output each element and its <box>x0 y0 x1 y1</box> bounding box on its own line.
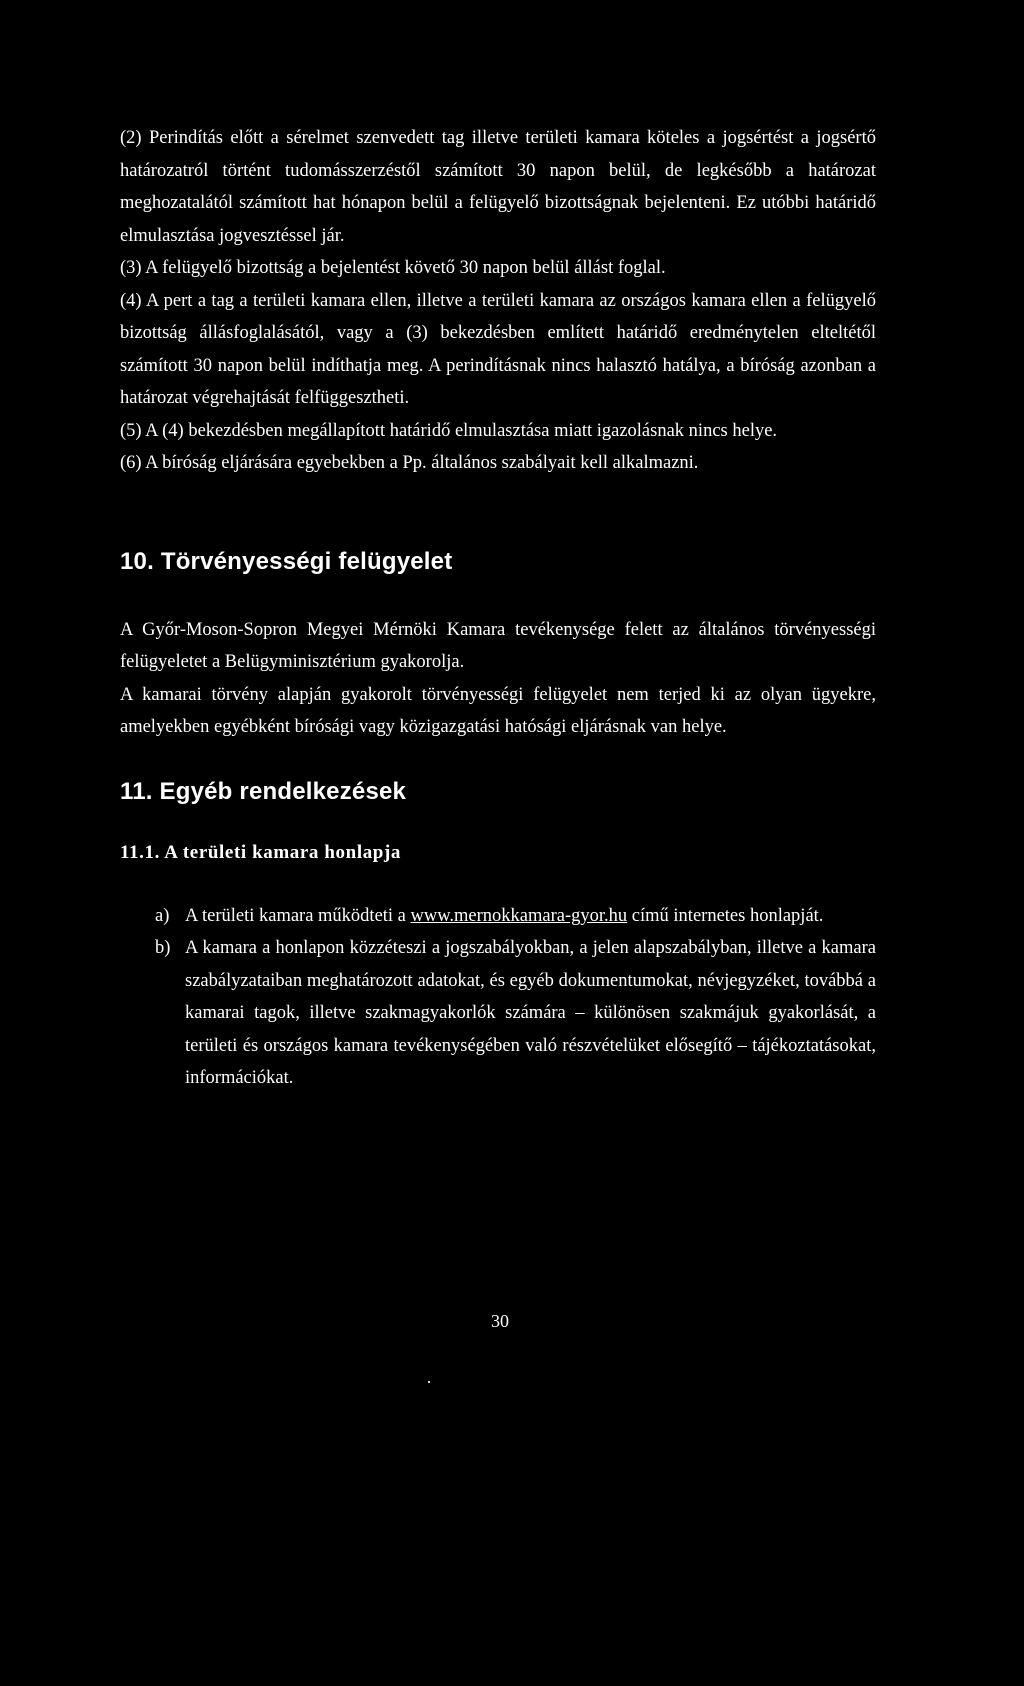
list-item-b <box>155 932 876 1095</box>
page-content <box>120 122 876 1095</box>
list-marker-b: b) <box>155 938 171 958</box>
paragraph-2: (2) Perindítás előtt a sérelmet szenvedett tag illetve területi kamara köteles a jogsértést a jogsértő határozatról történt tudomásszerzéstől számított 30 napon belül, de legkésőbb a határozat meghozatalától számított hat hónapon belül a felügyelő bizottságnak bejelenteni. Ez utóbbi határidő elmulasztása jogvesztéssel jár. <box>120 128 876 246</box>
paragraph-3: (3) A felügyelő bizottság a bejelentést követő 30 napon belül állást foglal. <box>120 258 666 278</box>
scan-speck <box>428 1381 430 1383</box>
section-10-paragraph-2: A kamarai törvény alapján gyakorolt törvényességi felügyelet nem terjed ki az olyan ügyekre, amelyekben egyébként bírósági vagy közigazgatási hatósági eljárásnak van helye. <box>120 684 876 737</box>
list-text-a-after: című internetes honlapját. <box>627 905 824 926</box>
list-text-a <box>185 900 876 933</box>
section-11-heading: 11. Egyéb rendelkezések <box>120 777 407 805</box>
page-number: 30 <box>491 1311 509 1331</box>
section-10-heading: 10. Törvényességi felügyelet <box>120 547 453 575</box>
paragraph-6: (6) A bíróság eljárására egyebekben a Pp. általános szabályait kell alkalmazni. <box>120 453 699 473</box>
list-text-a-before: A területi kamara működteti a <box>185 905 411 926</box>
list-text-b: A kamara a honlapon közzéteszi a jogszabályokban, a jelen alapszabályban, illetve a kamara szabályzataiban meghatározott adatokat, és egyéb dokumentumokat, névjegyzéket, továbbá a kamarai tagok, illetve szakmagyakorlók számára – különösen szakmájuk gyakorlását, a területi és országos kamara tevékenységében való részvételüket elősegítő – tájékoztatásokat, információkat. <box>185 938 876 1088</box>
homepage-list <box>120 900 876 1095</box>
section-10-paragraph-1: A Győr-Moson-Sopron Megyei Mérnöki Kamara tevékenysége felett az általános törvényességi felügyeletet a Belügyminisztérium gyakorolja. <box>120 619 876 672</box>
section-11-1-heading: 11.1. A területi kamara honlapja <box>120 841 401 863</box>
list-marker-a: a) <box>155 905 170 926</box>
paragraph-5: (5) A (4) bekezdésben megállapított határidő elmulasztása miatt igazolásnak nincs helye. <box>120 420 778 441</box>
list-item-a <box>155 900 876 933</box>
paragraph-4: (4) A pert a tag a területi kamara ellen, illetve a területi kamara az országos kamara ellen a felügyelő bizottság állásfoglalásától, vagy a (3) bekezdésben említett határidő eredménytelen elteltétől számított 30 napon belül indíthatja meg. A perindításnak nincs halasztó hatálya, a bíróság azonban a határozat végrehajtását felfüggesztheti. <box>120 290 876 408</box>
website-link[interactable]: www.mernokkamara-gyor.hu <box>410 905 628 926</box>
